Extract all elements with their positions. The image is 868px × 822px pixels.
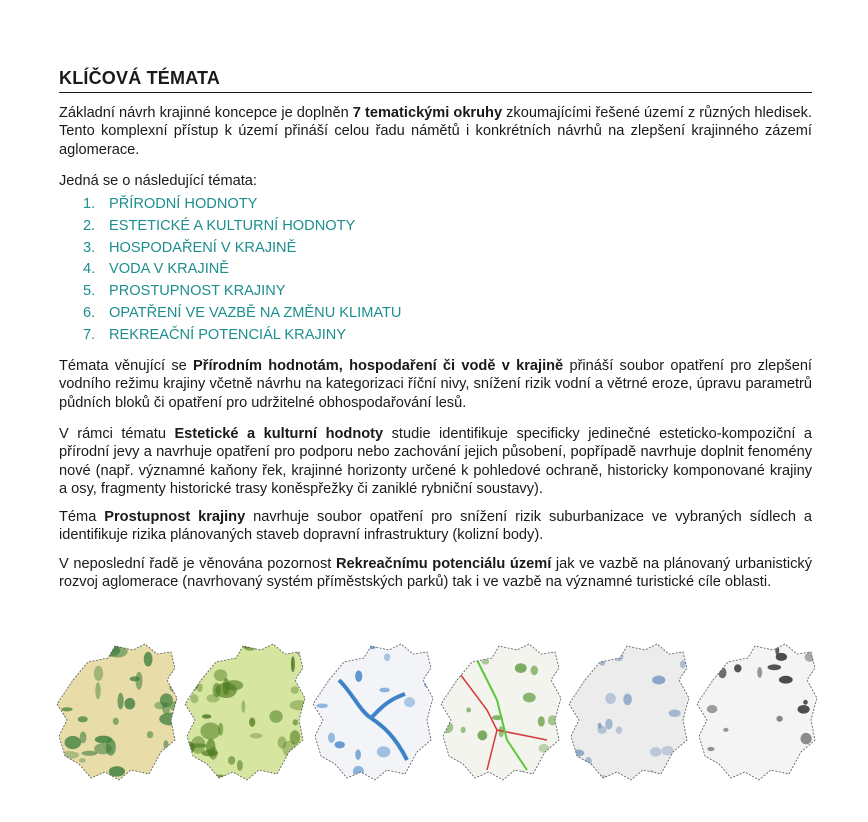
paragraph-natural-values: Témata věnující se Přírodním hodnotám, hospodaření či vodě v krajině přináší soubor opatření pro zlepšení vodního režimu krajiny včetně návrhu na kategorizaci říční nivy, snížení rizik vodní a větrné eroze, úpravu parametrů půdních bloků či opatření pro udržitelné obhospodařování lesů. bbox=[59, 358, 812, 411]
water-map bbox=[309, 640, 437, 785]
list-item: 2. ESTETICKÉ A KULTURNÍ HODNOTY bbox=[83, 217, 356, 234]
climate-map bbox=[565, 640, 693, 785]
list-item: 7. REKREAČNÍ POTENCIÁL KRAJINY bbox=[83, 326, 347, 343]
list-intro: Jedná se o následující témata: bbox=[59, 173, 257, 189]
list-item: 5. PROSTUPNOST KRAJINY bbox=[83, 283, 286, 300]
paragraph-permeability: Téma Prostupnost krajiny navrhuje soubor opatření pro snížení rizik suburbanizace ve vybraných sídlech a identifikuje rizika plánovaných staveb dopravní infrastruktury (kolizní body). bbox=[59, 509, 813, 544]
paragraph-recreation: V neposlední řadě je věnována pozornost Rekreačnímu potenciálu území jak ve vazbě na plánovaný urbanistický rozvoj aglomerace (navrhovaný systém příměstských parků) tak i ve vazbě na významné turistické cíle oblasti. bbox=[59, 556, 812, 591]
permeability-map bbox=[437, 640, 565, 785]
thematic-map-thumbnails bbox=[53, 640, 813, 785]
list-item: 3. HOSPODAŘENÍ V KRAJINĚ bbox=[83, 239, 297, 256]
section-heading: KLÍČOVÁ TÉMATA bbox=[59, 68, 812, 93]
natural-values-map bbox=[53, 640, 181, 785]
list-item: 1. PŘÍRODNÍ HODNOTY bbox=[83, 196, 258, 212]
intro-bold: 7 tematickými okruhy bbox=[352, 105, 503, 121]
recreation-map bbox=[693, 640, 821, 785]
intro-paragraph: Základní návrh krajinné koncepce je doplněn 7 tematickými okruhy zkoumajícími řešené území z různých hledisek. Tento komplexní přístup k území přináší celou řadu námětů i konkrétních návrhů na zlepšení krajinného zázemí aglomerace. bbox=[59, 105, 812, 158]
list-item: 6. OPATŘENÍ VE VAZBĚ NA ZMĚNU KLIMATU bbox=[83, 304, 402, 321]
paragraph-aesthetic-values: V rámci tématu Estetické a kulturní hodnoty studie identifikuje specificky jedinečné esteticko-kompoziční a přírodní jevy a navrhuje opatření pro podporu nebo zachování jejich působení, popřípadě navrhuje doplnit fenomény nové (např. významné kaňony řek, krajinné horizonty určené k pohledové ochraně, historicky komponované krajiny a osy, fragmenty historické trasy koněspřežky či zaniklé rybniční soustavy). bbox=[59, 426, 812, 498]
aesthetic-values-map bbox=[181, 640, 309, 785]
list-item: 4. VODA V KRAJINĚ bbox=[83, 261, 230, 278]
topic-list bbox=[83, 194, 401, 347]
